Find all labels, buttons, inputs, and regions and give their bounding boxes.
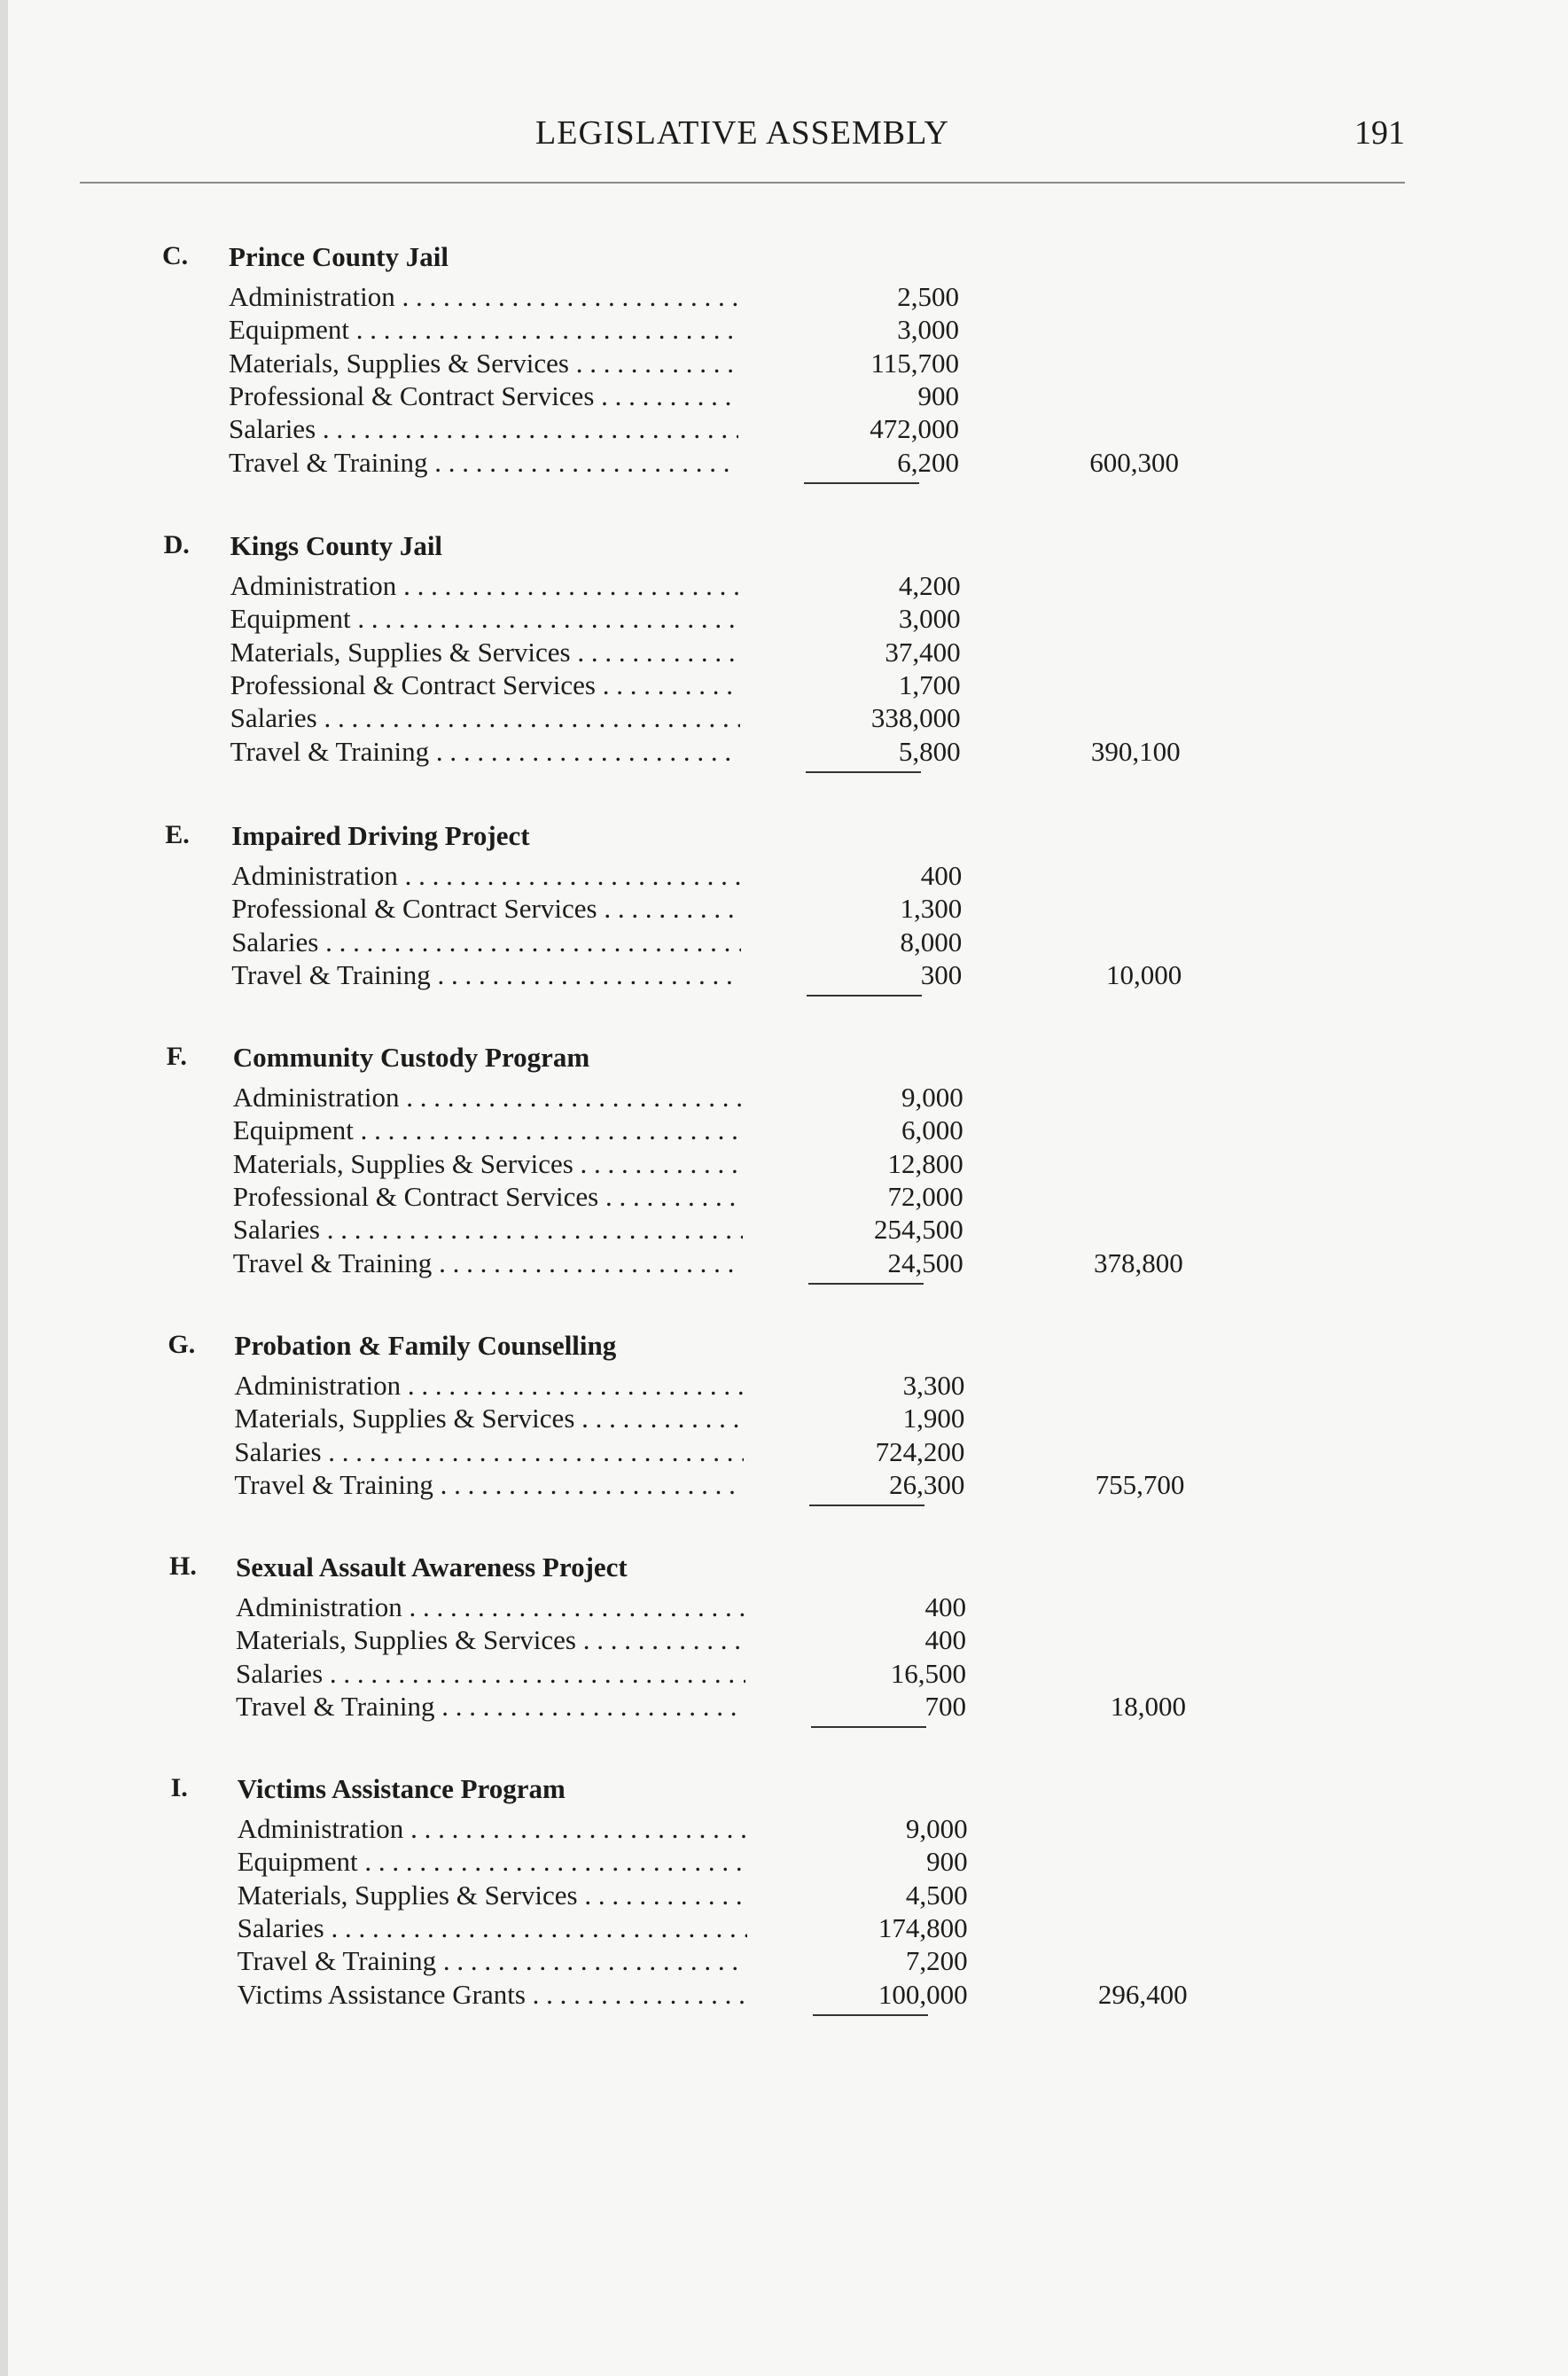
section-letter: H. (169, 1551, 197, 1581)
line-item-label: Travel & Training . . . (230, 735, 740, 768)
line-item-label: Travel & Training . . . (229, 446, 738, 479)
line-item (231, 859, 1206, 892)
section-title: Sexual Assault Awareness Project (236, 1551, 628, 1583)
section-title: Prince County Jail (229, 241, 449, 272)
line-item-amount: 338,000 (870, 702, 961, 734)
line-item-label: Travel & Training . . . (231, 958, 741, 991)
line-item-amount: 1,900 (902, 1403, 965, 1434)
line-item-amount: 115,700 (870, 347, 959, 379)
line-item-label: Equipment . . . (233, 1114, 743, 1146)
line-item-label: Salaries . . . (230, 701, 740, 734)
line-item (231, 926, 1206, 958)
line-item (236, 1591, 1211, 1623)
line-item (233, 1081, 1208, 1114)
line-item-amount: 700 (924, 1690, 966, 1722)
line-item (230, 602, 1205, 635)
line-item-amount: 9,000 (905, 1813, 968, 1844)
line-item-amount: 400 (924, 1624, 966, 1656)
line-item-label: Materials, Supplies & Services . . . (238, 1879, 747, 1911)
line-item-amount: 9,000 (901, 1082, 963, 1113)
page-edge-shadow (0, 0, 8, 2376)
line-item-label: Materials, Supplies & Services . . . (230, 636, 740, 668)
line-item (229, 347, 1204, 379)
page-number: 191 (1354, 114, 1405, 152)
section-title: Victims Assistance Program (237, 1773, 566, 1804)
section-letter: C. (162, 241, 189, 270)
line-item (238, 1911, 1213, 1944)
subtotal-rule (813, 2014, 928, 2016)
line-item-label: Salaries . . . (234, 1435, 744, 1468)
line-item-label: Salaries . . . (233, 1213, 743, 1246)
line-item-amount: 254,500 (874, 1214, 963, 1246)
line-item-amount: 4,500 (905, 1879, 968, 1911)
subtotal-rule (808, 1283, 924, 1285)
line-item (238, 1845, 1213, 1878)
line-item-label: Salaries . . . (231, 926, 741, 958)
line-item (238, 1944, 1213, 1977)
line-item-amount: 2,500 (897, 281, 959, 312)
line-item-label: Equipment . . . (230, 602, 740, 635)
line-item-amount: 900 (926, 1846, 968, 1878)
line-item (229, 280, 1204, 313)
line-item-amount: 3,000 (897, 314, 959, 346)
line-item-amount: 26,300 (889, 1468, 965, 1500)
section-title: Probation & Family Counselling (234, 1330, 617, 1361)
line-item-label: Administration . . . (234, 1369, 744, 1402)
line-item-label: Administration . . . (236, 1591, 745, 1623)
section-total: 10,000 (1105, 958, 1182, 990)
section-letter: I. (170, 1773, 188, 1802)
subtotal-rule (806, 771, 921, 773)
line-item (231, 892, 1206, 925)
line-item (230, 636, 1205, 668)
line-item-label: Professional & Contract Services . . . (230, 668, 740, 701)
page-header (80, 110, 1405, 163)
line-item (229, 412, 1204, 445)
line-item-label: Equipment . . . (238, 1845, 747, 1878)
section-letter: E. (165, 820, 190, 849)
section-letter: D. (163, 530, 190, 559)
line-item-label: Administration . . . (231, 859, 741, 892)
section-total: 390,100 (1090, 735, 1181, 767)
line-item-label: Materials, Supplies & Services . . . (234, 1402, 744, 1434)
line-item-amount: 72,000 (887, 1180, 963, 1212)
line-item-label: Travel & Training . . . (233, 1247, 743, 1279)
line-item (233, 1213, 1208, 1246)
section-title: Kings County Jail (230, 530, 443, 561)
line-item-amount: 1,700 (898, 668, 961, 700)
line-item-label: Materials, Supplies & Services . . . (233, 1147, 743, 1180)
line-item-label: Administration . . . (238, 1812, 747, 1845)
line-item (230, 701, 1205, 734)
line-item-amount: 8,000 (900, 926, 963, 957)
line-item-label: Travel & Training . . . (236, 1690, 745, 1723)
line-item (234, 1402, 1209, 1434)
line-item-label: Travel & Training . . . (238, 1944, 747, 1977)
line-item-label: Victims Assistance Grants . . . (238, 1978, 747, 2011)
section-letter: G. (168, 1330, 196, 1359)
section-letter: F. (166, 1042, 187, 1071)
line-item-label: Salaries . . . (236, 1657, 745, 1690)
line-item-amount: 1,300 (900, 893, 963, 925)
line-item-label: Professional & Contract Services . . . (233, 1180, 743, 1213)
line-item (233, 1114, 1208, 1146)
line-item-amount: 4,200 (898, 570, 961, 601)
line-item (233, 1147, 1208, 1180)
subtotal-rule (811, 1726, 926, 1728)
line-item-label: Materials, Supplies & Services . . . (229, 347, 738, 379)
line-item (230, 668, 1205, 701)
section-total: 755,700 (1095, 1468, 1185, 1500)
line-item-amount: 724,200 (875, 1435, 965, 1467)
line-item-label: Equipment . . . (229, 313, 738, 346)
line-item-amount: 472,000 (870, 413, 959, 445)
line-item-amount: 5,800 (898, 735, 961, 767)
line-item-amount: 100,000 (878, 1978, 968, 2010)
line-item (238, 1879, 1213, 1911)
line-item-amount: 300 (920, 958, 963, 990)
section-total: 18,000 (1110, 1690, 1186, 1722)
section-total: 378,800 (1094, 1247, 1183, 1278)
line-item-amount: 16,500 (890, 1657, 966, 1689)
header-rule (80, 182, 1405, 184)
line-item-amount: 12,800 (887, 1147, 963, 1179)
line-item-label: Travel & Training . . . (234, 1468, 744, 1501)
line-item-amount: 400 (920, 860, 963, 891)
subtotal-rule (809, 1505, 924, 1506)
line-item-amount: 6,000 (901, 1114, 963, 1146)
line-item (234, 1435, 1209, 1468)
header-title: LEGISLATIVE ASSEMBLY (535, 114, 949, 152)
line-item-label: Salaries . . . (229, 412, 738, 445)
line-item-amount: 7,200 (905, 1945, 968, 1977)
line-item-label: Salaries . . . (238, 1911, 747, 1944)
line-item-label: Administration . . . (230, 569, 740, 602)
line-item (238, 1812, 1213, 1845)
line-item (234, 1369, 1209, 1402)
line-item-amount: 3,300 (902, 1370, 965, 1401)
line-item-amount: 400 (924, 1591, 966, 1622)
line-item-label: Materials, Supplies & Services . . . (236, 1623, 745, 1656)
line-item (233, 1180, 1208, 1213)
line-item-amount: 24,500 (887, 1247, 963, 1278)
line-item-label: Professional & Contract Services . . . (229, 379, 738, 412)
line-item-amount: 6,200 (897, 446, 959, 478)
subtotal-rule (804, 482, 919, 484)
line-item-label: Administration . . . (233, 1081, 743, 1114)
line-item-label: Professional & Contract Services . . . (231, 892, 741, 925)
section-title: Community Custody Program (232, 1042, 590, 1073)
line-item-label: Administration . . . (229, 280, 738, 313)
line-item (230, 569, 1205, 602)
line-item-amount: 174,800 (878, 1911, 968, 1943)
section-title: Impaired Driving Project (231, 820, 530, 851)
line-item (236, 1623, 1211, 1656)
line-item-amount: 37,400 (885, 636, 961, 668)
line-item-amount: 3,000 (898, 603, 961, 635)
section-total: 600,300 (1089, 446, 1179, 478)
section-total: 296,400 (1097, 1978, 1188, 2010)
line-item-amount: 900 (917, 379, 959, 411)
line-item (229, 313, 1204, 346)
line-item (229, 379, 1204, 412)
subtotal-rule (807, 995, 922, 997)
line-item (236, 1657, 1211, 1690)
